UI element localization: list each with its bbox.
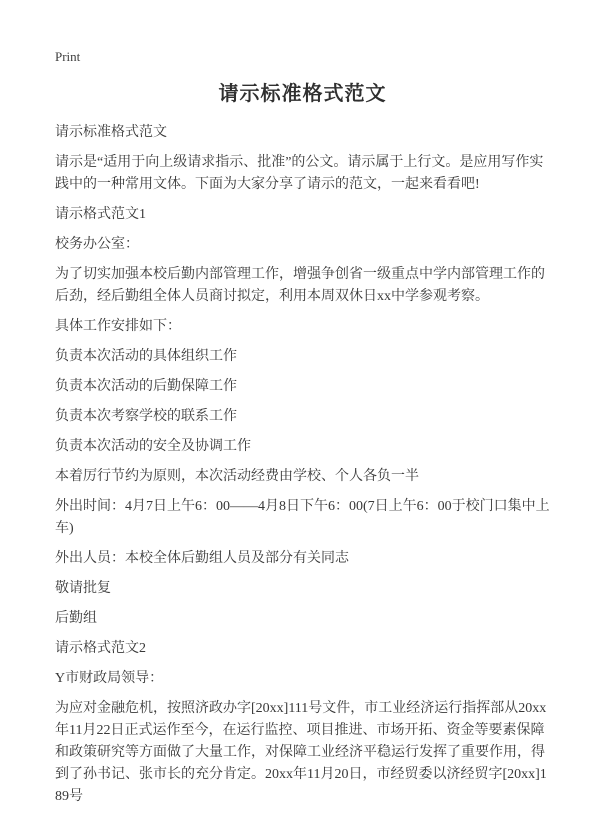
paragraph-task-3: 负责本次考察学校的联系工作 bbox=[55, 409, 237, 424]
paragraph-task-1: 负责本次活动的具体组织工作 bbox=[55, 349, 237, 364]
paragraph-closing: 敬请批复 bbox=[55, 581, 111, 596]
paragraph-task-2: 负责本次活动的后勤保障工作 bbox=[55, 379, 237, 394]
paragraph-intro: 请示是“适用于向上级请求指示、批准”的公文。请示属于上行文。是应用写作实践中的一种常用文体。下面为大家分享了请示的范文，一起来看看吧! bbox=[55, 155, 544, 192]
paragraph-body-2: 为应对金融危机，按照济政办字[20xx]111号文件，市工业经济运行指挥部从20xx年11月22日正式运作至今，在运行监控、项目推进、市场开拓、资金等要素保障和政策研究等方面做了大量工作，对保障工业经济平稳运行发挥了重要作用，得到了孙书记、张市长的充分肯定。20xx年11月20日，市经贸委以济经贸字[20xx]189号 bbox=[55, 701, 547, 804]
paragraph-subtitle: 请示标准格式范文 bbox=[55, 125, 167, 140]
paragraph-budget: 本着厉行节约为原则，本次活动经费由学校、个人各负一半 bbox=[55, 469, 419, 484]
paragraph-personnel: 外出人员：本校全体后勤组人员及部分有关同志 bbox=[55, 551, 349, 566]
paragraph-task-4: 负责本次活动的安全及协调工作 bbox=[55, 439, 251, 454]
page-title: 请示标准格式范文 bbox=[218, 83, 387, 105]
paragraph-signature: 后勤组 bbox=[55, 611, 97, 626]
paragraph-time: 外出时间：4月7日上午6：00——4月8日下午6：00(7日上午6：00于校门口集中上车) bbox=[55, 499, 550, 536]
paragraph-arrangement-heading: 具体工作安排如下： bbox=[55, 319, 181, 334]
paragraph-body-1: 为了切实加强本校后勤内部管理工作，增强争创省一级重点中学内部管理工作的后劲，经后勤组全体人员商讨拟定，利用本周双休日xx中学参观考察。 bbox=[55, 267, 545, 304]
paragraph-salutation-1: 校务办公室： bbox=[55, 237, 139, 252]
paragraph-salutation-2: Y市财政局领导： bbox=[55, 671, 164, 686]
paragraph-sample2-heading: 请示格式范文2 bbox=[55, 641, 146, 656]
print-link[interactable]: Print bbox=[55, 49, 81, 64]
paragraph-sample1-heading: 请示格式范文1 bbox=[55, 207, 146, 222]
